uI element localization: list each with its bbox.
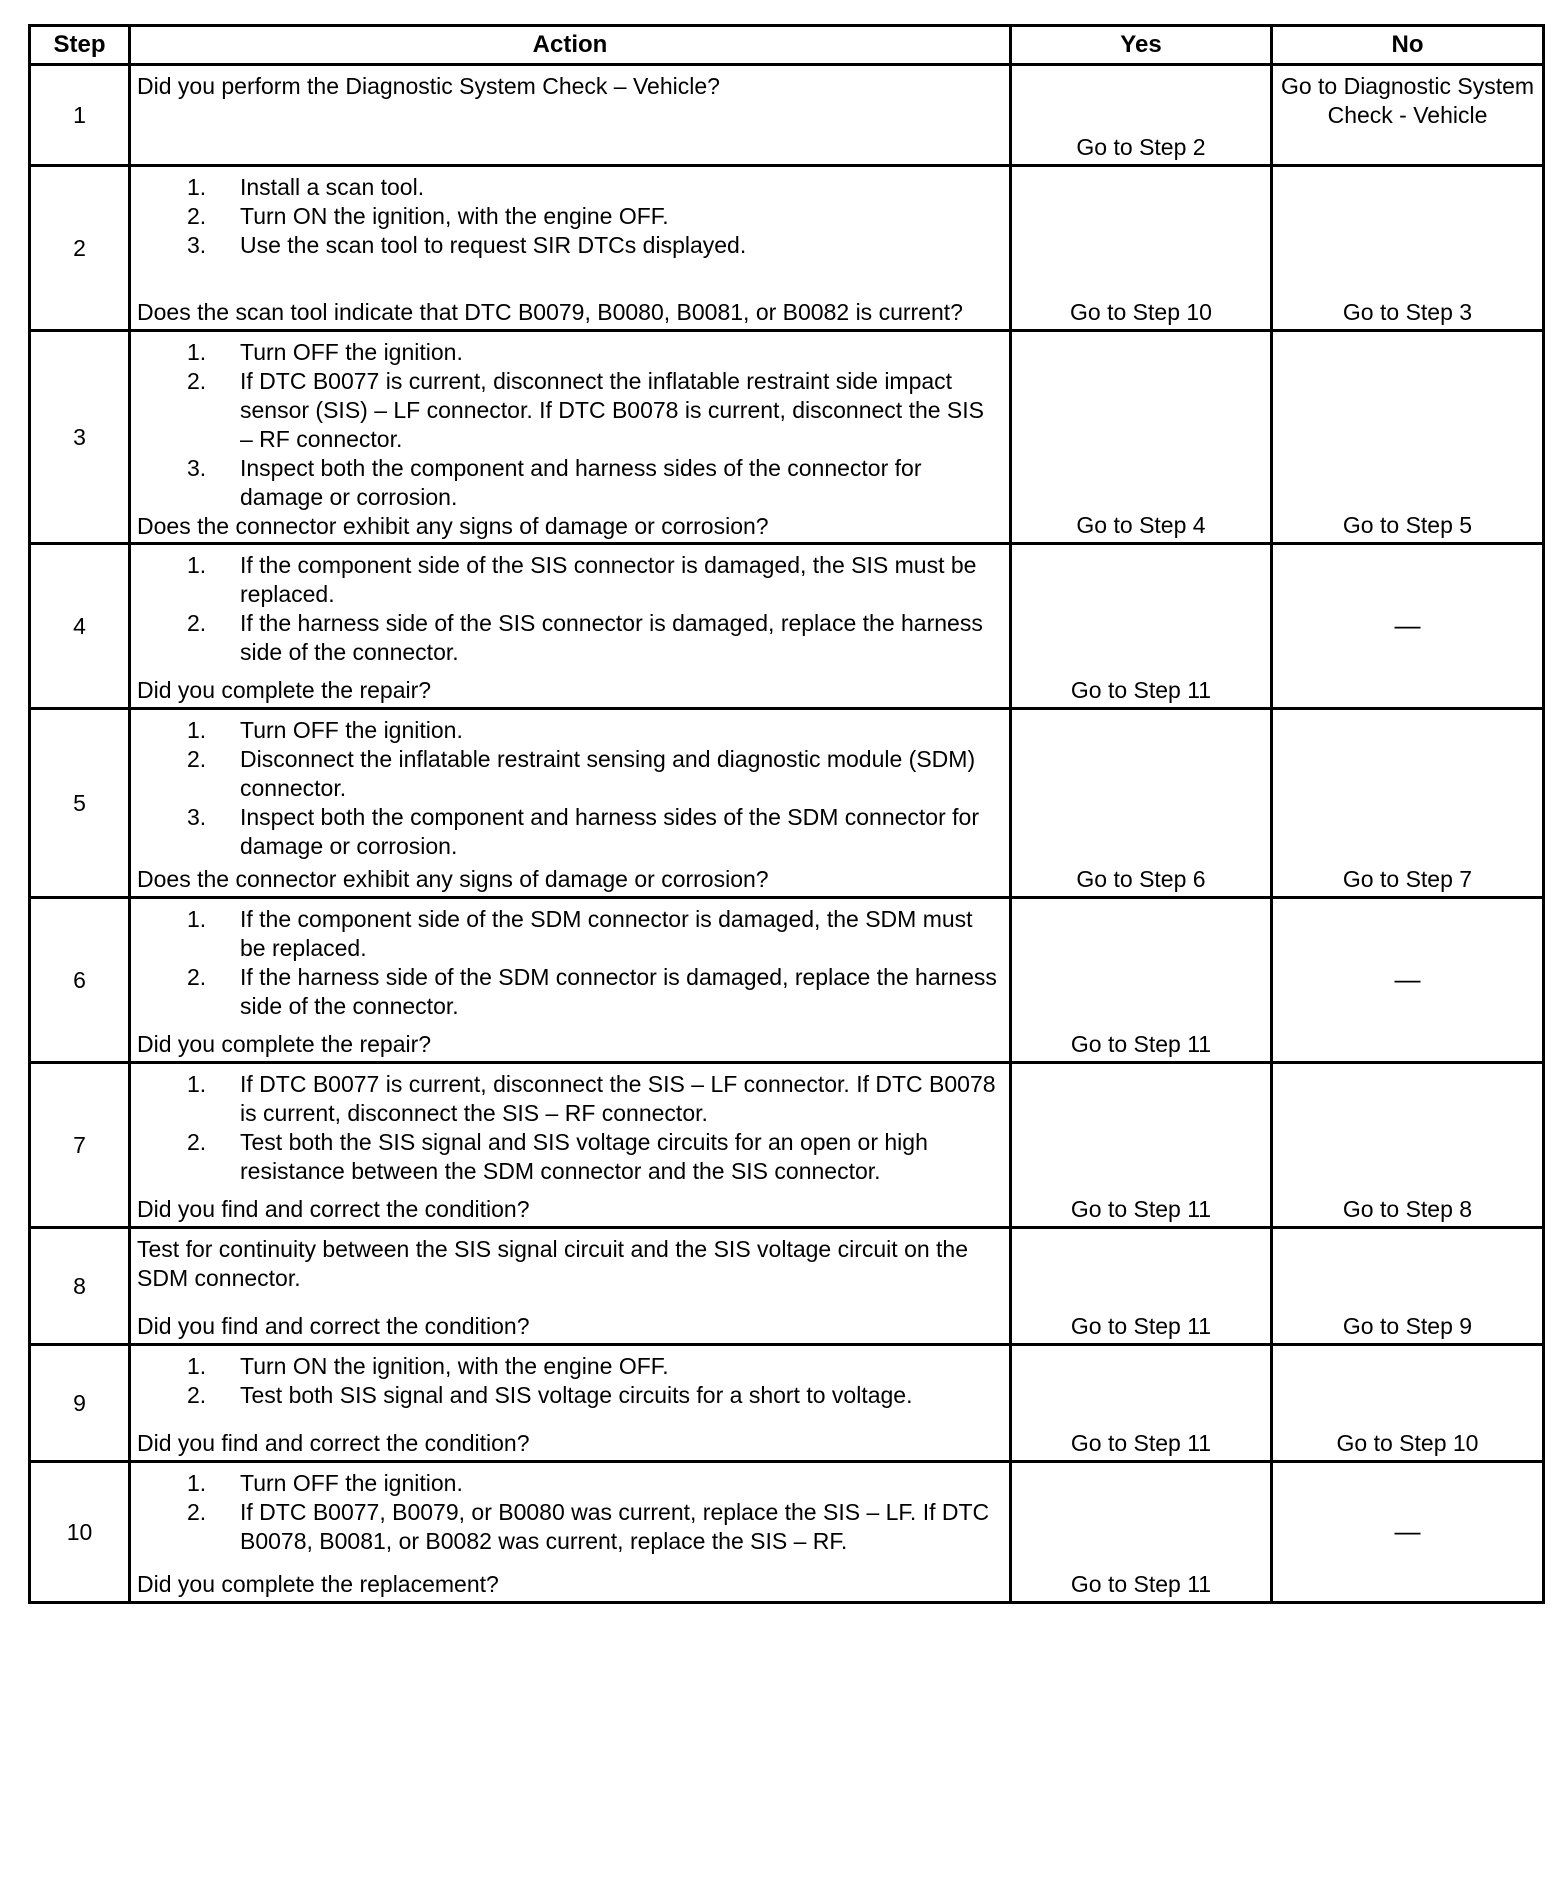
instruction-text: If the component side of the SIS connector is damaged, the SIS must be replaced. (240, 552, 977, 607)
no-result: Go to Step 7 (1272, 709, 1544, 898)
action-question: Does the scan tool indicate that DTC B0079, B0080, B0081, or B0082 is current? (137, 299, 963, 325)
action-instructions (137, 905, 1003, 1021)
action-instructions (137, 1352, 1003, 1410)
instruction-number: 3. (187, 232, 207, 258)
instruction-item (137, 231, 1003, 260)
yes-result: Go to Step 11 (1011, 1063, 1272, 1228)
instruction-list (137, 1352, 1003, 1410)
instruction-text: Inspect both the component and harness sides of the connector for damage or corrosion. (240, 455, 922, 510)
action-instructions (137, 72, 1003, 101)
yes-result: Go to Step 11 (1011, 1462, 1272, 1603)
step-number: 2 (30, 166, 130, 331)
action-content (137, 173, 1003, 327)
action-cell (130, 709, 1011, 898)
instruction-item (137, 551, 1003, 609)
instruction-list (137, 173, 1003, 260)
no-result: Go to Diagnostic System Check - Vehicle (1272, 65, 1544, 166)
action-cell (130, 898, 1011, 1063)
step-number: 3 (30, 331, 130, 544)
action-cell (130, 544, 1011, 709)
instruction-item (137, 1070, 1003, 1128)
action-content (137, 1235, 1003, 1341)
instruction-text: Use the scan tool to request SIR DTCs displayed. (240, 232, 747, 258)
yes-result: Go to Step 11 (1011, 1345, 1272, 1462)
instruction-number: 1. (187, 552, 207, 578)
table-row (30, 331, 1544, 544)
step-number: 8 (30, 1228, 130, 1345)
instruction-number: 2. (187, 1499, 207, 1525)
instruction-text: Turn OFF the ignition. (240, 339, 463, 365)
instruction-text: Turn OFF the ignition. (240, 1470, 463, 1496)
no-result: Go to Step 8 (1272, 1063, 1544, 1228)
action-instructions (137, 551, 1003, 667)
action-content (137, 551, 1003, 705)
instruction-item (137, 367, 1003, 454)
action-question: Did you find and correct the condition? (137, 1430, 530, 1456)
table-row (30, 1228, 1544, 1345)
instruction-list (137, 905, 1003, 1021)
action-cell (130, 1462, 1011, 1603)
table-row (30, 1462, 1544, 1603)
action-instructions (137, 1235, 1003, 1293)
instruction-number: 1. (187, 717, 207, 743)
step-number: 10 (30, 1462, 130, 1603)
instruction-number: 2. (187, 368, 207, 394)
instruction-text: Disconnect the inflatable restraint sensing and diagnostic module (SDM) connector. (240, 746, 976, 801)
action-instructions (137, 338, 1003, 512)
header-row (30, 26, 1544, 65)
instruction-list (137, 1070, 1003, 1186)
action-cell (130, 166, 1011, 331)
instruction-number: 2. (187, 746, 207, 772)
table-row (30, 709, 1544, 898)
yes-result: Go to Step 4 (1011, 331, 1272, 544)
instruction-text: If DTC B0077 is current, disconnect the inflatable restraint side impact sensor (SIS) – LF connector. If DTC B0078 is current, disconnect the SIS – RF connector. (240, 368, 985, 452)
no-result: — (1272, 544, 1544, 709)
header-action: Action (130, 26, 1011, 65)
instruction-item (137, 173, 1003, 202)
instruction-list (137, 1469, 1003, 1556)
instruction-item (137, 454, 1003, 512)
action-instructions (137, 173, 1003, 260)
instruction-text: If DTC B0077 is current, disconnect the SIS – LF connector. If DTC B0078 is current, disconnect the SIS – RF connector. (240, 1071, 996, 1126)
instruction-number: 2. (187, 1129, 207, 1155)
step-number: 9 (30, 1345, 130, 1462)
action-instructions (137, 1070, 1003, 1186)
instruction-item (137, 905, 1003, 963)
action-question: Did you find and correct the condition? (137, 1196, 530, 1222)
instruction-text: Turn OFF the ignition. (240, 717, 463, 743)
instruction-number: 3. (187, 455, 207, 481)
action-question: Did you complete the repair? (137, 677, 432, 703)
instruction-item (137, 1469, 1003, 1498)
table-row (30, 544, 1544, 709)
action-question: Did you complete the replacement? (137, 1571, 499, 1597)
instruction-list (137, 551, 1003, 667)
instruction-text: Install a scan tool. (240, 174, 425, 200)
instruction-item (137, 338, 1003, 367)
step-number: 4 (30, 544, 130, 709)
instruction-text: If the harness side of the SIS connector is damaged, replace the harness side of the connector. (240, 610, 983, 665)
instruction-text: Test both SIS signal and SIS voltage circuits for a short to voltage. (240, 1382, 913, 1408)
instruction-text: If DTC B0077, B0079, or B0080 was current, replace the SIS – LF. If DTC B0078, B0081, or B0082 was current, replace the SIS – RF. (240, 1499, 990, 1554)
instruction-item (137, 609, 1003, 667)
instruction-number: 1. (187, 339, 207, 365)
diagnostic-table (28, 24, 1545, 1604)
step-number: 1 (30, 65, 130, 166)
table-row (30, 898, 1544, 1063)
header-step: Step (30, 26, 130, 65)
instruction-text: Test both the SIS signal and SIS voltage circuits for an open or high resistance between the SDM connector and the SIS connector. (240, 1129, 928, 1184)
no-result: — (1272, 1462, 1544, 1603)
table-row (30, 1345, 1544, 1462)
action-content (137, 72, 1003, 162)
instruction-number: 1. (187, 1353, 207, 1379)
instruction-number: 1. (187, 1470, 207, 1496)
instruction-list (137, 716, 1003, 861)
action-cell (130, 1228, 1011, 1345)
action-intro-text: Test for continuity between the SIS signal circuit and the SIS voltage circuit on the SDM connector. (137, 1236, 969, 1291)
action-cell (130, 1063, 1011, 1228)
yes-result: Go to Step 6 (1011, 709, 1272, 898)
yes-result: Go to Step 11 (1011, 898, 1272, 1063)
no-result: Go to Step 3 (1272, 166, 1544, 331)
instruction-text: Turn ON the ignition, with the engine OFF. (240, 203, 669, 229)
yes-result: Go to Step 11 (1011, 544, 1272, 709)
yes-result: Go to Step 2 (1011, 65, 1272, 166)
step-number: 7 (30, 1063, 130, 1228)
instruction-item (137, 1381, 1003, 1410)
instruction-text: If the component side of the SDM connector is damaged, the SDM must be replaced. (240, 906, 973, 961)
action-instructions (137, 716, 1003, 861)
no-result: Go to Step 9 (1272, 1228, 1544, 1345)
yes-result: Go to Step 11 (1011, 1228, 1272, 1345)
diagnostic-table-container (28, 24, 1542, 1604)
table-row (30, 1063, 1544, 1228)
action-question: Does the connector exhibit any signs of damage or corrosion? (137, 866, 769, 892)
action-question: Does the connector exhibit any signs of damage or corrosion? (137, 513, 769, 539)
action-content (137, 338, 1003, 540)
instruction-number: 1. (187, 906, 207, 932)
instruction-number: 2. (187, 610, 207, 636)
action-instructions (137, 1469, 1003, 1556)
step-number: 5 (30, 709, 130, 898)
action-intro-text: Did you perform the Diagnostic System Check – Vehicle? (137, 73, 720, 99)
instruction-item (137, 716, 1003, 745)
instruction-item (137, 1498, 1003, 1556)
instruction-text: Inspect both the component and harness sides of the SDM connector for damage or corrosion. (240, 804, 979, 859)
action-question: Did you complete the repair? (137, 1031, 432, 1057)
no-result: — (1272, 898, 1544, 1063)
instruction-item (137, 745, 1003, 803)
instruction-text: If the harness side of the SDM connector is damaged, replace the harness side of the connector. (240, 964, 997, 1019)
step-number: 6 (30, 898, 130, 1063)
action-content (137, 716, 1003, 894)
table-row (30, 65, 1544, 166)
instruction-item (137, 1128, 1003, 1186)
instruction-item (137, 963, 1003, 1021)
instruction-item (137, 202, 1003, 231)
instruction-number: 1. (187, 1071, 207, 1097)
instruction-number: 1. (187, 174, 207, 200)
instruction-item (137, 1352, 1003, 1381)
instruction-number: 2. (187, 203, 207, 229)
action-cell (130, 331, 1011, 544)
instruction-list (137, 338, 1003, 512)
yes-result: Go to Step 10 (1011, 166, 1272, 331)
action-cell (130, 65, 1011, 166)
instruction-text: Turn ON the ignition, with the engine OFF. (240, 1353, 669, 1379)
instruction-number: 3. (187, 804, 207, 830)
table-row (30, 166, 1544, 331)
no-result: Go to Step 5 (1272, 331, 1544, 544)
instruction-number: 2. (187, 1382, 207, 1408)
action-cell (130, 1345, 1011, 1462)
table-body (30, 65, 1544, 1603)
action-content (137, 905, 1003, 1059)
instruction-number: 2. (187, 964, 207, 990)
action-content (137, 1469, 1003, 1599)
header-no: No (1272, 26, 1544, 65)
instruction-item (137, 803, 1003, 861)
no-result: Go to Step 10 (1272, 1345, 1544, 1462)
action-question: Did you find and correct the condition? (137, 1313, 530, 1339)
action-content (137, 1070, 1003, 1224)
header-yes: Yes (1011, 26, 1272, 65)
action-content (137, 1352, 1003, 1458)
